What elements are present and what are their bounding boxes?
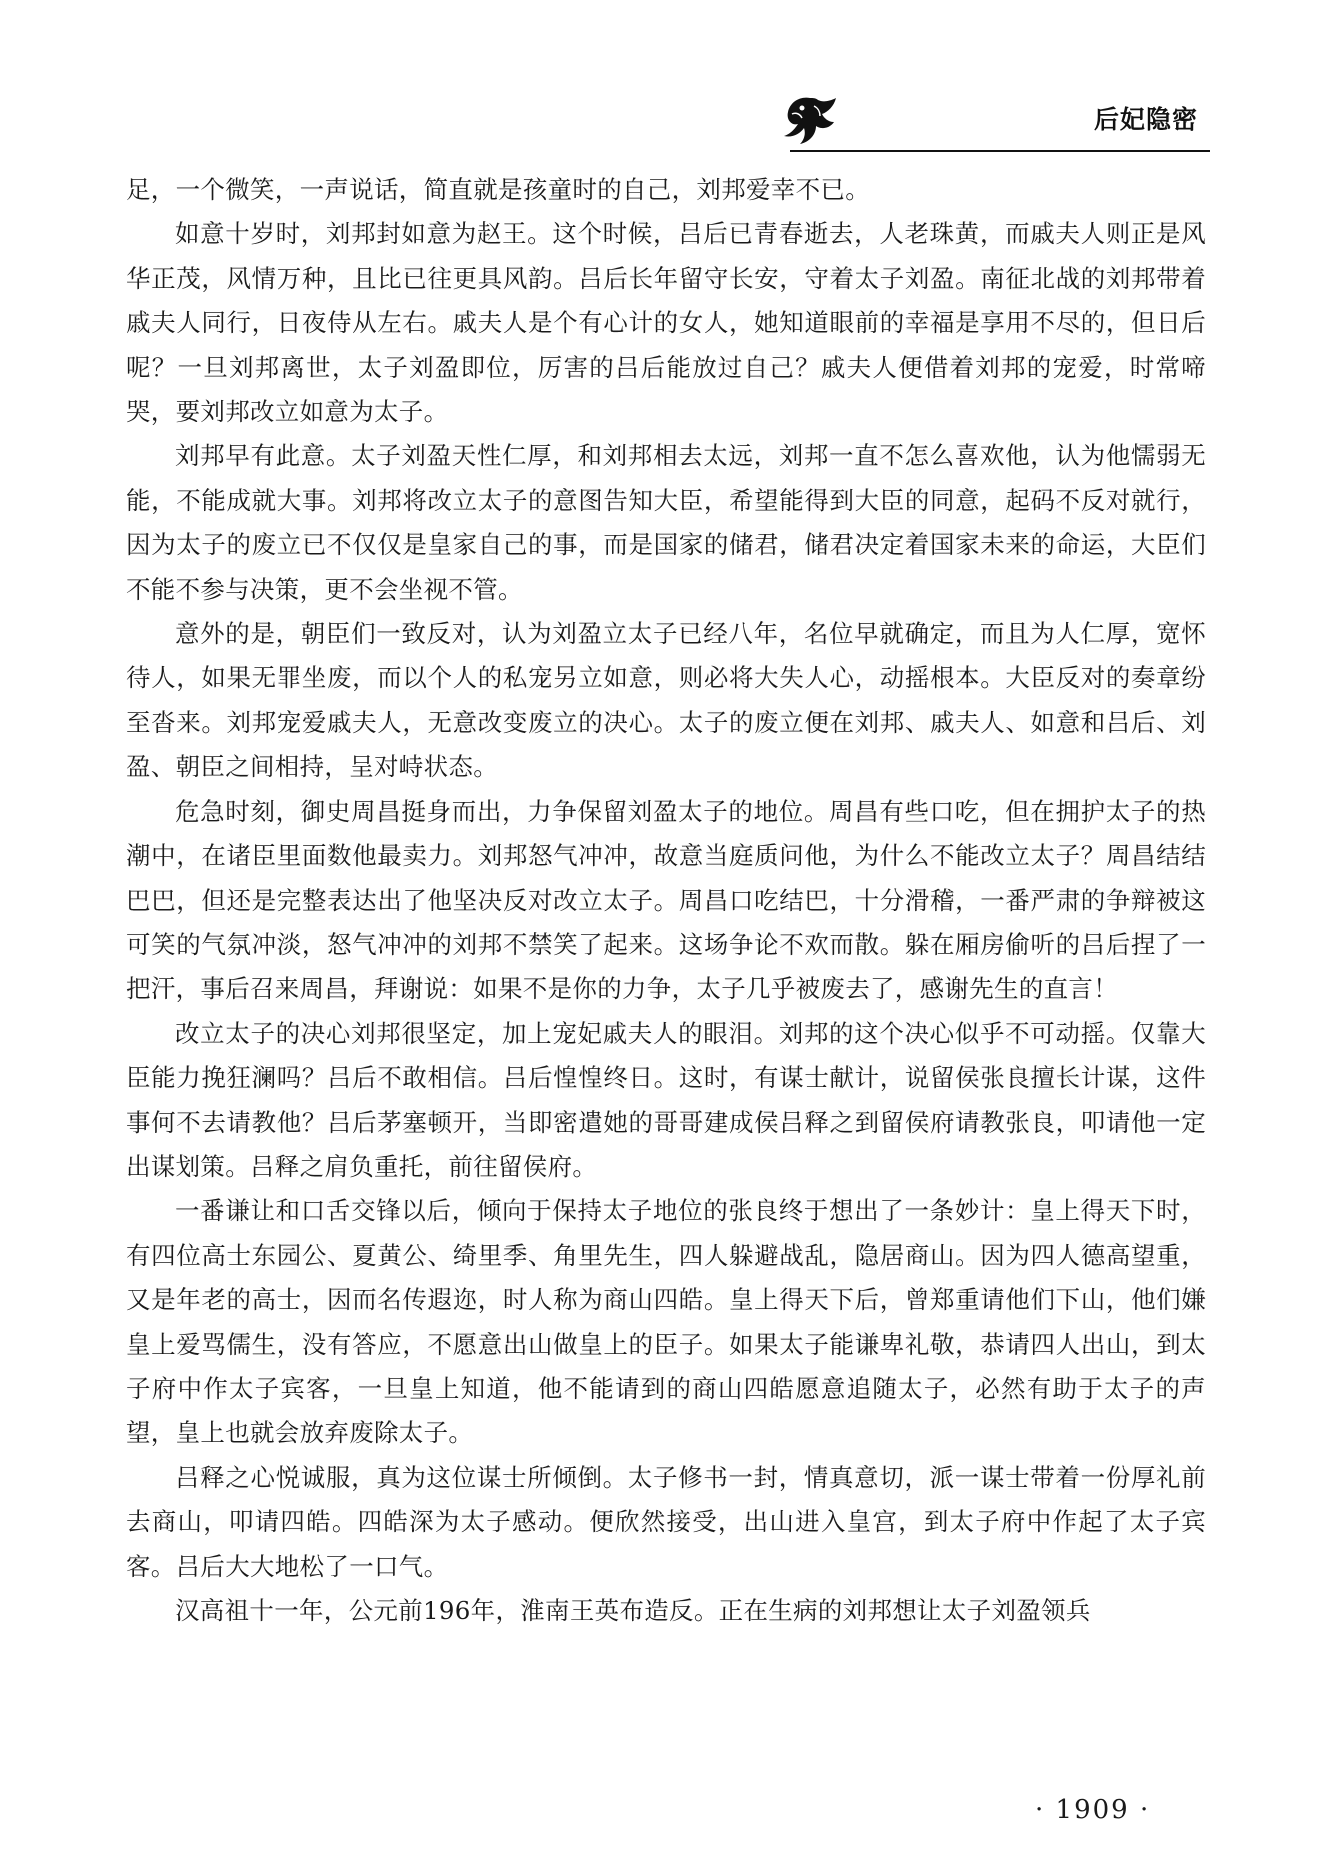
page-number: · 1909 · [1035, 1795, 1151, 1825]
header-rule [790, 150, 1210, 152]
paragraph: 意外的是，朝臣们一致反对，认为刘盈立太子已经八年，名位早就确定，而且为人仁厚，宽怀待人，如果无罪坐废，而以个人的私宠另立如意，则必将大失人心，动摇根本。大臣反对的奏章纷至沓来。刘邦宠爱戚夫人，无意改变废立的决心。太子的废立便在刘邦、戚夫人、如意和吕后、刘盈、朝臣之间相持，呈对峙状态。 [126, 619, 1206, 782]
running-header [770, 88, 1210, 158]
paragraph: 吕释之心悦诚服，真为这位谋士所倾倒。太子修书一封，情真意切，派一谋士带着一份厚礼前去商山，叩请四皓。四皓深为太子感动。便欣然接受，出山进入皇宫，到太子府中作起了太子宾客。吕后大大地松了一口气。 [126, 1462, 1206, 1581]
paragraph: 如意十岁时，刘邦封如意为赵王。这个时候，吕后已青春逝去，人老珠黄，而戚夫人则正是风华正茂，风情万种，且比已往更具风韵。吕后长年留守长安，守着太子刘盈。南征北战的刘邦带着戚夫人同行，日夜侍从左右。戚夫人是个有心计的女人，她知道眼前的幸福是享用不尽的，但日后呢？一旦刘邦离世，太子刘盈即位，厉害的吕后能放过自己？戚夫人便借着刘邦的宠爱，时常啼哭，要刘邦改立如意为太子。 [126, 219, 1206, 427]
header-title: 后妃隐密 [1093, 105, 1198, 134]
paragraph: 足，一个微笑，一声说话，简直就是孩童时的自己，刘邦爱幸不已。 [126, 175, 870, 204]
paragraph: 改立太子的决心刘邦很坚定，加上宠妃戚夫人的眼泪。刘邦的这个决心似乎不可动摇。仅靠大臣能力挽狂澜吗？吕后不敢相信。吕后惶惶终日。这时，有谋士献计，说留侯张良擅长计谋，这件事何不去请教他？吕后茅塞顿开，当即密遣她的哥哥建成侯吕释之到留侯府请教张良，叩请他一定出谋划策。吕释之肩负重托，前往留侯府。 [126, 1018, 1206, 1181]
paragraph: 汉高祖十一年，公元前196年，淮南王英布造反。正在生病的刘邦想让太子刘盈领兵 [175, 1596, 1091, 1625]
paragraph: 一番谦让和口舌交锋以后，倾向于保持太子地位的张良终于想出了一条妙计：皇上得天下时，有四位高士东园公、夏黄公、绮里季、角里先生，四人躲避战乱，隐居商山。因为四人德高望重，又是年老的高士，因而名传遐迩，时人称为商山四皓。皇上得天下后，曾郑重请他们下山，他们嫌皇上爱骂儒生，没有答应，不愿意出山做皇上的臣子。如果太子能谦卑礼敬，恭请四人出山，到太子府中作太子宾客，一旦皇上知道，他不能请到的商山四皓愿意追随太子，必然有助于太子的声望，皇上也就会放弃废除太子。 [126, 1196, 1206, 1448]
paragraph: 刘邦早有此意。太子刘盈天性仁厚，和刘邦相去太远，刘邦一直不怎么喜欢他，认为他懦弱无能，不能成就大事。刘邦将改立太子的意图告知大臣，希望能得到大臣的同意，起码不反对就行，因为太子的废立已不仅仅是皇家自己的事，而是国家的储君，储君决定着国家未来的命运，大臣们不能不参与决策，更不会坐视不管。 [126, 441, 1206, 604]
paragraph: 危急时刻，御史周昌挺身而出，力争保留刘盈太子的地位。周昌有些口吃，但在拥护太子的热潮中，在诸臣里面数他最卖力。刘邦怒气冲冲，故意当庭质问他，为什么不能改立太子？周昌结结巴巴，但还是完整表达出了他坚决反对改立太子。周昌口吃结巴，十分滑稽，一番严肃的争辩被这可笑的气氛冲淡，怒气冲冲的刘邦不禁笑了起来。这场争论不欢而散。躲在厢房偷听的吕后捏了一把汗，事后召来周昌，拜谢说：如果不是你的力争，太子几乎被废去了，感谢先生的直言！ [126, 796, 1206, 1004]
dragon-icon [780, 92, 840, 148]
body-text [126, 168, 1206, 1633]
